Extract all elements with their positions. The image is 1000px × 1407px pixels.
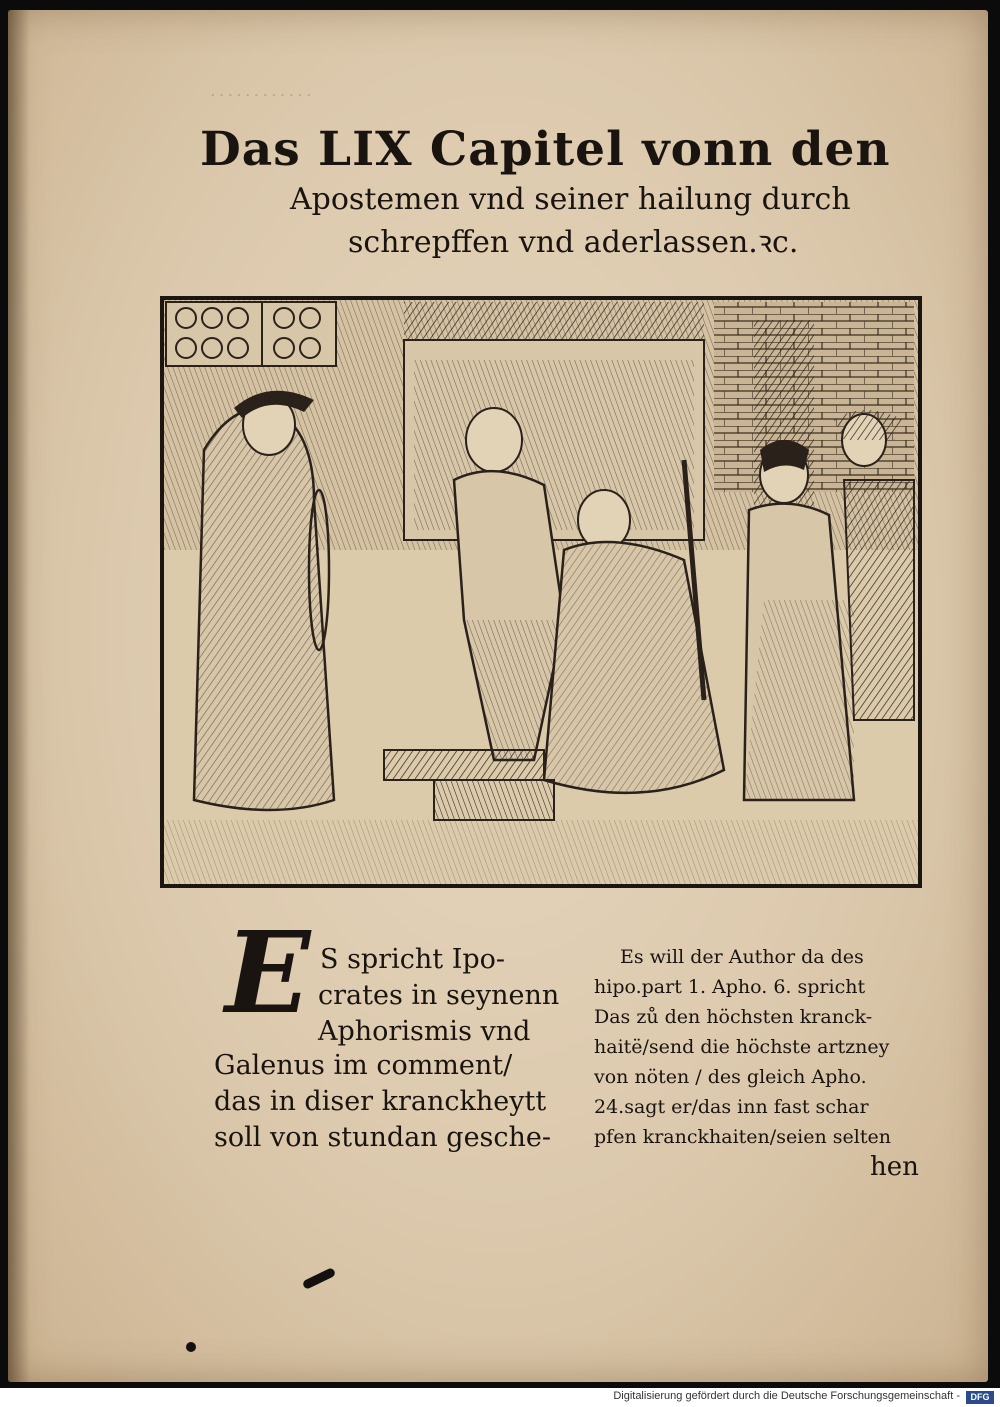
- right-column-line: pfen kranckhaiten/seien selten: [594, 1126, 891, 1148]
- drop-capital: E: [225, 908, 311, 1039]
- chapter-heading-line-3: schrepffen vnd aderlassen.ꝛc.: [348, 225, 799, 260]
- gutter-shadow: [8, 10, 30, 1382]
- right-column-line: hipo.part 1. Apho. 6. spricht: [594, 976, 866, 998]
- window-roundels: [166, 302, 336, 366]
- left-column-line: Galenus im comment/: [214, 1050, 513, 1081]
- left-column-line: soll von stundan gesche-: [214, 1122, 552, 1153]
- dfg-logo[interactable]: DFG: [966, 1391, 994, 1404]
- left-column-line: S spricht Ipo-: [320, 944, 506, 975]
- left-column-line: crates in seynenn: [318, 980, 560, 1011]
- woodcut-illustration: [160, 296, 922, 888]
- credit-footer: [0, 1388, 1000, 1407]
- right-column-line: hen: [870, 1152, 919, 1182]
- right-column-line: Es will der Author da des: [620, 946, 864, 968]
- left-column-line: Aphorismis vnd: [318, 1016, 531, 1047]
- chapter-heading-line-2: Apostemen vnd seiner hailung durch: [290, 182, 851, 217]
- ink-dot: [186, 1342, 196, 1352]
- right-column-line: von nöten / des gleich Apho.: [594, 1066, 867, 1088]
- chapter-heading-line-1: Das LIX Capitel vonn den: [200, 122, 891, 177]
- bleed-through-mark: ............: [210, 80, 315, 101]
- right-column-line: Das zů den höchsten kranck-: [594, 1006, 873, 1028]
- right-column-line: haitë/send die höchste artzney: [594, 1036, 890, 1058]
- credit-text: Digitalisierung gefördert durch die Deutsche Forschungsgemeinschaft -: [613, 1390, 960, 1402]
- right-column-line: 24.sagt er/das inn fast schar: [594, 1096, 869, 1118]
- woodcut-drawing: [164, 300, 918, 884]
- left-column-line: das in diser kranckheytt: [214, 1086, 547, 1117]
